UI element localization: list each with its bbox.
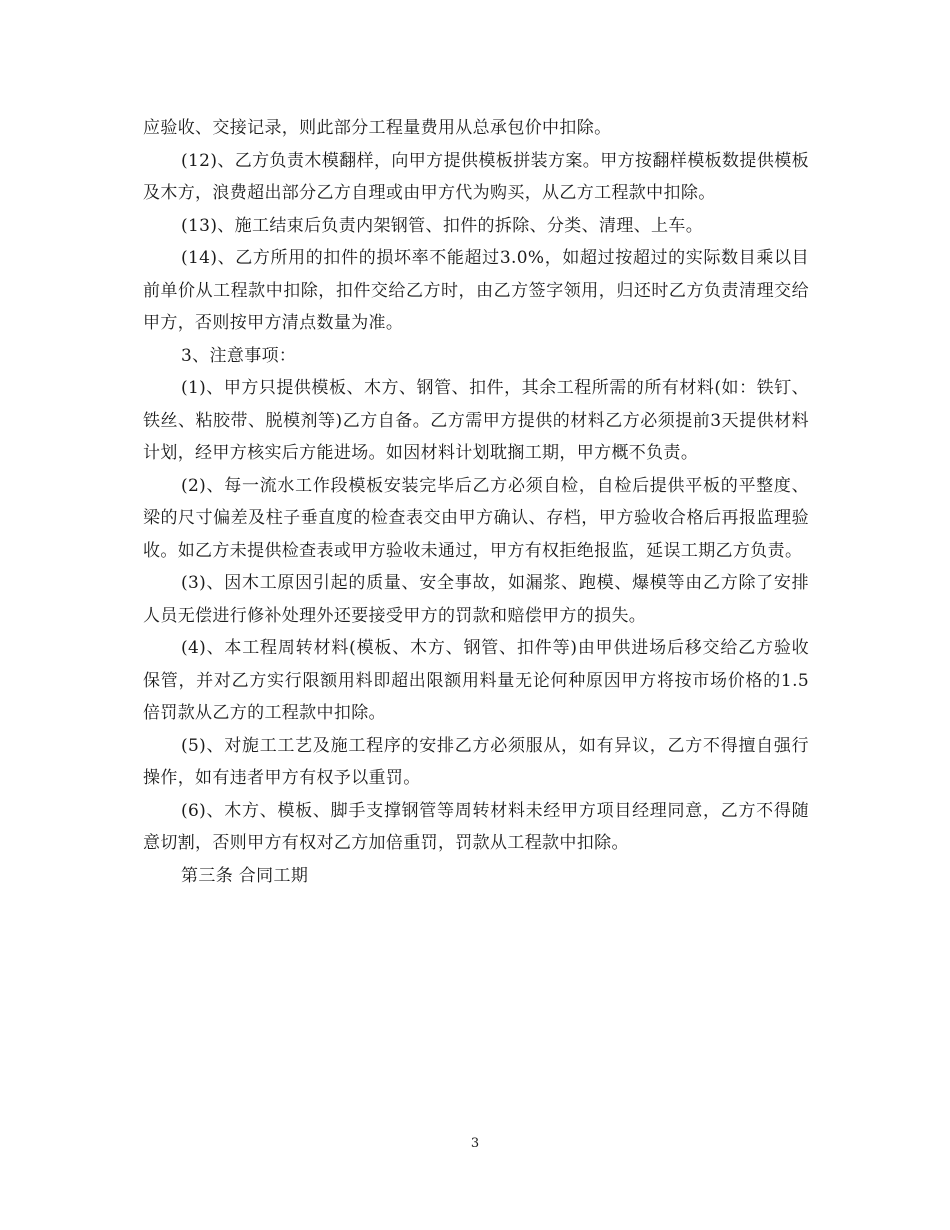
clause-12: (12)、乙方负责木模翻样，向甲方提供模板拼装方案。甲方按翻样模板数提供模板及木方，浪费超出部分乙方自理或由甲方代为购买，从乙方工程款中扣除。: [143, 150, 809, 203]
note-6: (6)、木方、模板、脚手支撑钢管等周转材料未经甲方项目经理同意，乙方不得随意切割，否则甲方有权对乙方加倍重罚，罚款从工程款中扣除。: [143, 800, 809, 853]
note-3: (3)、因木工原因引起的质量、安全事故，如漏浆、跑模、爆模等由乙方除了安排人员无偿进行修补处理外还要接受甲方的罚款和赔偿甲方的损失。: [143, 573, 809, 626]
note-5: (5)、对旎工工艺及施工程序的安排乙方必须服从，如有异议，乙方不得擅自强行操作，如有违者甲方有权予以重罚。: [143, 735, 809, 788]
clause-14: (14)、乙方所用的扣件的损坏率不能超过3.0%，如超过按超过的实际数目乘以目前单价从工程款中扣除，扣件交给乙方时，由乙方签字领用，归还时乙方负责清理交给甲方，否则按甲方清点数量为准。: [143, 248, 809, 333]
document-body: [143, 112, 809, 892]
note-4: (4)、本工程周转材料(模板、木方、钢管、扣件等)由甲供进场后移交给乙方验收保管，并对乙方实行限额用料即超出限额用料量无论何种原因甲方将按市场价格的1.5倍罚款从乙方的工程款中扣除。: [143, 638, 809, 723]
clause-13: (13)、施工结束后负责内架钢管、扣件的拆除、分类、清理、上车。: [181, 215, 704, 236]
article-heading: 第三条 合同工期: [181, 865, 309, 886]
note-1: (1)、甲方只提供模板、木方、钢管、扣件，其余工程所需的所有材料(如：铁钉、铁丝、粘胶带、脱模剂等)乙方自备。乙方需甲方提供的材料乙方必须提前3天提供材料计划，经甲方核实后方能进场。如因材料计划耽搁工期，甲方概不负责。: [143, 378, 809, 463]
section-heading-notes: 3、注意事项：: [181, 345, 297, 366]
note-2: (2)、每一流水工作段模板安装完毕后乙方必须自检，自检后提供平板的平整度、梁的尺寸偏差及柱子垂直度的检查表交由甲方确认、存档，甲方验收合格后再报监理验收。如乙方未提供检查表或甲方验收未通过，甲方有权拒绝报监，延误工期乙方负责。: [143, 475, 809, 561]
paragraph-continuation: 应验收、交接记录，则此部分工程量费用从总承包价中扣除。: [143, 118, 612, 138]
page-number: 3: [470, 1136, 480, 1151]
